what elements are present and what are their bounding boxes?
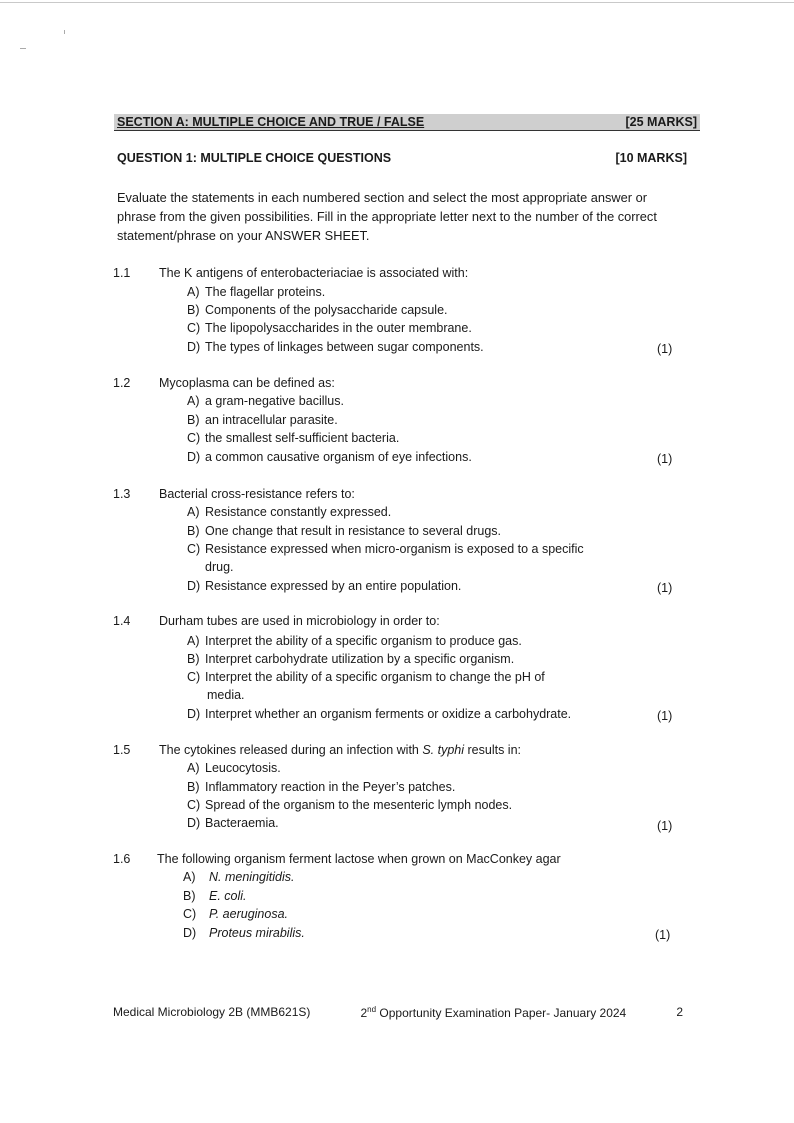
question-number: 1.2: [113, 376, 131, 390]
option-letter: B): [187, 303, 200, 317]
option-c-continuation: drug.: [205, 560, 234, 574]
question-number: 1.4: [113, 614, 131, 628]
option-text: Interpret whether an organism ferments or oxidize a carbohydrate.: [205, 707, 572, 721]
section-header: [114, 114, 700, 131]
option-c: [183, 907, 288, 921]
question-stem: Mycoplasma can be defined as:: [159, 376, 335, 390]
section-title: SECTION A: MULTIPLE CHOICE AND TRUE / FALSE: [117, 115, 425, 129]
option-text: The flagellar proteins.: [205, 285, 326, 299]
footer-exam-number: 2: [360, 1006, 368, 1020]
footer-exam: [360, 1005, 626, 1020]
question-mark: (1): [657, 819, 673, 833]
top-rule: [0, 2, 794, 3]
option-c: [187, 431, 399, 445]
option-c: [187, 798, 512, 812]
option-text: P. aeruginosa.: [209, 907, 288, 921]
option-text: Proteus mirabilis.: [209, 926, 305, 940]
option-letter: C): [187, 798, 201, 812]
stem-text: results in:: [464, 743, 521, 757]
footer-exam-text: Opportunity Examination Paper- January 2024: [376, 1006, 627, 1020]
option-text: Resistance expressed by an entire population.: [205, 579, 462, 593]
question-mark: (1): [657, 452, 673, 466]
question-stem: Durham tubes are used in microbiology in order to:: [159, 614, 440, 628]
option-letter: D): [187, 579, 201, 593]
option-letter: A): [183, 870, 196, 884]
option-text: One change that result in resistance to several drugs.: [205, 524, 501, 538]
option-c-continuation: media.: [207, 688, 245, 702]
page-number: 2: [676, 1005, 683, 1019]
option-b: [187, 413, 338, 427]
option-text: Spread of the organism to the mesenteric lymph nodes.: [205, 798, 513, 812]
question-title: QUESTION 1: MULTIPLE CHOICE QUESTIONS: [117, 151, 392, 165]
option-letter: B): [187, 524, 200, 538]
option-d: [187, 340, 484, 354]
option-text: Interpret the ability of a specific organism to change the pH of: [205, 670, 545, 684]
option-letter: C): [187, 431, 201, 445]
option-text: a common causative organism of eye infections.: [205, 450, 472, 464]
option-a: [187, 394, 344, 408]
option-letter: B): [187, 780, 200, 794]
question-mark: (1): [657, 342, 673, 356]
page-footer: [113, 1005, 683, 1020]
question-stem: The K antigens of enterobacteriaciae is associated with:: [159, 266, 469, 280]
option-d: [187, 579, 461, 593]
option-b: [187, 303, 448, 317]
scan-mark: [20, 48, 26, 49]
footer-exam-suffix: nd: [367, 1005, 377, 1014]
option-letter: C): [187, 321, 201, 335]
option-d: [187, 707, 571, 721]
option-letter: C): [183, 907, 197, 921]
question-stem: Bacterial cross-resistance refers to:: [159, 487, 355, 501]
footer-course: Medical Microbiology 2B (MMB621S): [113, 1005, 311, 1019]
section-marks: [25 MARKS]: [625, 115, 697, 129]
option-text: an intracellular parasite.: [205, 413, 338, 427]
option-text: Leucocytosis.: [205, 761, 281, 775]
option-letter: B): [187, 413, 200, 427]
option-text: E. coli.: [209, 889, 247, 903]
option-b: [187, 780, 455, 794]
option-text: Resistance constantly expressed.: [205, 505, 392, 519]
question-mark: (1): [655, 928, 671, 942]
option-letter: D): [187, 450, 201, 464]
option-b: [187, 652, 514, 666]
option-text: Components of the polysaccharide capsule.: [205, 303, 448, 317]
option-c: [187, 670, 545, 684]
option-text: The types of linkages between sugar components.: [205, 340, 484, 354]
option-text: a gram-negative bacillus.: [205, 394, 344, 408]
option-letter: B): [183, 889, 196, 903]
option-text: Interpret carbohydrate utilization by a specific organism.: [205, 652, 515, 666]
option-letter: D): [187, 340, 201, 354]
option-d: [187, 450, 472, 464]
scan-mark: [64, 30, 65, 34]
option-d: [183, 926, 305, 940]
question-number: 1.5: [113, 743, 131, 757]
option-b: [183, 889, 247, 903]
option-text: Inflammatory reaction in the Peyer’s patches.: [205, 780, 456, 794]
option-text: Resistance expressed when micro-organism is exposed to a specific: [205, 542, 584, 556]
question-number: 1.6: [113, 852, 131, 866]
option-b: [187, 524, 501, 538]
question-marks: [10 MARKS]: [615, 151, 687, 165]
option-c: [187, 321, 472, 335]
option-letter: D): [187, 816, 201, 830]
option-letter: C): [187, 670, 201, 684]
option-letter: C): [187, 542, 201, 556]
option-letter: A): [187, 394, 200, 408]
option-a: [187, 285, 325, 299]
option-a: [187, 634, 522, 648]
stem-organism: S. typhi: [422, 743, 465, 757]
question-stem: The following organism ferment lactose when grown on MacConkey agar: [157, 852, 561, 866]
question-mark: (1): [657, 709, 673, 723]
option-text: N. meningitidis.: [209, 870, 295, 884]
option-letter: B): [187, 652, 200, 666]
option-letter: A): [187, 634, 200, 648]
option-a: [183, 870, 294, 884]
option-c: [187, 542, 584, 556]
option-text: the smallest self-sufficient bacteria.: [205, 431, 400, 445]
option-letter: D): [187, 707, 201, 721]
option-letter: A): [187, 505, 200, 519]
option-text: Bacteraemia.: [205, 816, 279, 830]
question-heading: [117, 151, 687, 165]
option-a: [187, 505, 391, 519]
question-number: 1.3: [113, 487, 131, 501]
option-letter: A): [187, 285, 200, 299]
question-mark: (1): [657, 581, 673, 595]
option-d: [187, 816, 279, 830]
question-number: 1.1: [113, 266, 131, 280]
instructions: Evaluate the statements in each numbered section and select the most appropriate answer or phrase from the given possibilities. Fill in the appropriate letter next to the number of the correct statement/phrase on your ANSWER SHEET.: [117, 190, 657, 243]
option-letter: A): [187, 761, 200, 775]
option-a: [187, 761, 281, 775]
question-stem: [159, 743, 521, 757]
stem-text: The cytokines released during an infection with: [159, 743, 423, 757]
option-text: The lipopolysaccharides in the outer membrane.: [205, 321, 472, 335]
option-letter: D): [183, 926, 197, 940]
option-text: Interpret the ability of a specific organism to produce gas.: [205, 634, 522, 648]
